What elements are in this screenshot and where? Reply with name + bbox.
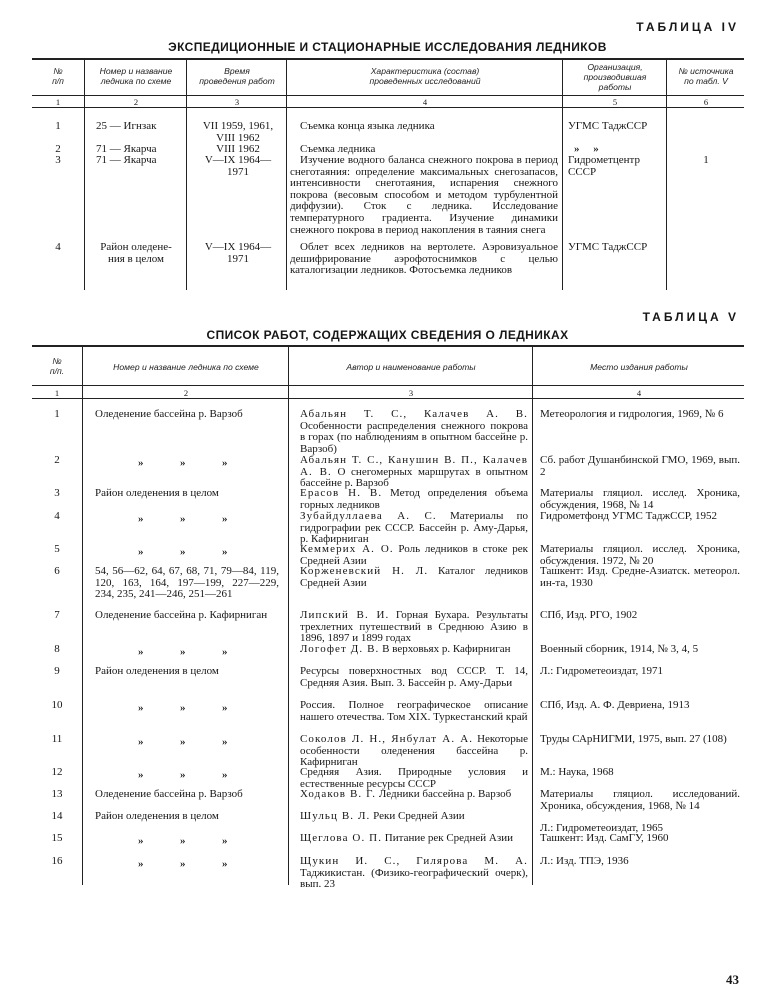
table5-title: СПИСОК РАБОТ, СОДЕРЖАЩИХ СВЕДЕНИЯ О ЛЕДНИКАХ [206,328,569,342]
t5-row-number: 5 [54,543,60,555]
t5-row-number: 16 [51,855,63,867]
table4-col-divider [186,58,187,290]
t5-row-number: 9 [54,665,60,677]
t5-row-number: 14 [51,810,63,822]
table4-header-cell: Организация, производившая работы [583,62,647,92]
table5-header-cell: № п/п. [49,356,65,376]
t4-glacier: 25 — Игнзак [96,120,157,132]
table4-col-divider [562,58,563,290]
t5-work [300,566,528,589]
t5-row-number: 15 [51,832,63,844]
t5-title: Ресурсы поверхностных вод СССР. Т. 14, Средняя Азия. Вып. 3. Бассейн р. Аму-Дарьи [300,665,528,689]
t5-ditto: » [222,457,228,469]
t5-author: Липский В. И. [300,609,390,621]
table5-col-number: 3 [408,388,414,398]
t5-row-number: 6 [54,565,60,577]
t5-title: Особенности распределения снежного покрова в горах (по наблюдениям в опытном бассейне р. Варзоб) [300,419,528,455]
t5-place: Ташкент: Изд. СамГУ, 1960 [540,832,669,844]
table4-title: ЭКСПЕДИЦИОННЫЕ И СТАЦИОНАРНЫЕ ИССЛЕДОВАНИЯ ЛЕДНИКОВ [168,40,607,54]
t5-author: Логофет Д. В. [300,643,380,655]
t5-title: Питание рек Средней Азии [382,832,513,844]
table4-col-divider [666,58,667,290]
t5-title: Некоторые особенности оледенения бассейна р. Кафирниган [300,733,528,769]
t5-author: Щукин И. С., Гилярова М. А. [300,855,528,867]
t5-ditto: » [222,835,228,847]
t5-ditto: » [180,702,186,714]
t5-title: Ледники бассейна р. Варзоб [376,788,512,800]
t5-glacier: Район оледенения в целом [95,810,219,822]
table4-colnum-rule [32,107,744,108]
t4-row-number: 4 [55,241,61,253]
t4-glacier: Район оледене- ния в целом [100,241,172,265]
t5-ditto: » [222,546,228,558]
table4-col-number: 4 [422,97,428,107]
t5-work [300,856,528,891]
t4-time: V—IX 1964— 1971 [204,154,272,178]
table4-col-divider [84,58,85,290]
t5-ditto: » [180,457,186,469]
t5-ditto: » [138,546,144,558]
t5-author: Щеглова О. П. [300,832,383,844]
t5-place: М.: Наука, 1968 [540,766,614,778]
t5-row-number: 13 [51,788,63,800]
t5-ditto: » [180,769,186,781]
t5-ditto: » [138,646,144,658]
t5-title: Каталог ледников Средней Азии [300,565,528,589]
table4-col-divider [286,58,287,290]
t5-ditto: » [180,736,186,748]
t5-place: Л.: Изд. ТПЭ, 1936 [540,855,629,867]
t4-organization-ditto: » » [574,143,599,155]
t5-work [300,734,528,769]
t4-description: Облет всех ледников на вертолете. Аэровизуальное дешифрирование аэрофотоснимков с целью каталогизации ледников. Фотосъемка ледников [290,241,558,277]
t5-title: О снегомерных маршрутах в опытном бассейне р. Варзоб [300,465,529,490]
table5-header-cell: Номер и название ледника по схеме [113,362,259,372]
table4-col-number: 5 [612,97,618,107]
table4-header-cell: № п/п [52,66,64,86]
t5-glacier: Оледенение бассейна р. Варзоб [95,408,243,420]
t5-glacier: Оледенение бассейна р. Варзоб [95,788,243,800]
t5-ditto: » [138,769,144,781]
t5-ditto: » [222,736,228,748]
t5-row-number: 1 [54,408,60,420]
t5-ditto: » [138,513,144,525]
t5-author: Ходаков В. Г. [300,788,377,800]
table4-col-number: 2 [133,97,139,107]
t5-work [300,833,528,845]
table5-top-rule [32,345,744,347]
table5-col-number: 4 [636,388,642,398]
t5-ditto: » [138,736,144,748]
t5-work [300,488,528,511]
t5-row-number: 12 [51,766,63,778]
t4-glacier: 71 — Якарча [96,154,157,166]
table4-col-number: 1 [55,97,61,107]
t5-title: Материалы по гидрографии рек СССР. Бассейн р. Аму-Дарья, р. Кафирниган [300,510,528,546]
table4-col-number: 3 [234,97,240,107]
table4-header-cell: № источника по табл. V [678,66,734,86]
table4-header-cell: Характеристика (состав) проведенных исследований [369,66,481,86]
t5-row-number: 2 [54,454,60,466]
t5-place: Сб. работ Душанбинской ГМО, 1969, вып. 2 [540,454,740,478]
t5-ditto: » [222,646,228,658]
t5-place: Гидрометфонд УГМС ТаджССР, 1952 [540,510,718,522]
t5-ditto: » [180,646,186,658]
table5-col-number: 2 [183,388,189,398]
t5-place: СПб, Изд. А. Ф. Девриена, 1913 [540,699,690,711]
table4-top-rule [32,58,744,60]
t5-ditto: » [138,702,144,714]
table5-header-rule [32,385,744,386]
t5-place: Л.: Гидрометеоиздат, 1965 [540,822,663,834]
t5-work [300,811,528,823]
t5-author: Шульц В. Л. [300,810,371,822]
t5-work [300,767,528,790]
t5-title: Метод определения объема горных ледников [300,487,528,511]
t5-row-number: 4 [54,510,60,522]
table5-header-cell: Место издания работы [590,362,688,372]
t5-ditto: » [180,513,186,525]
t5-ditto: » [222,702,228,714]
t5-author: Корженевский Н. Л. [300,565,429,577]
t4-description: Изучение водного баланса снежного покрова в период снеготаяния: определение максимальных снегозапасов, интенсивности снеготаяния, испарения снежного покрова (весовым способом и методом турбулентной диффузии). Сток с ледника. Исследование температурного градиента. Изучение динамики снежного покрова в период накопления в таяния снега [290,154,558,236]
t4-row-number: 1 [55,120,61,132]
t5-title: Россия. Полное географическое описание нашего отечества. Том XIX. Туркестанский край [300,699,528,723]
t4-time: V—IX 1964— 1971 [204,241,272,265]
t4-organization: УГМС ТаджССР [568,241,648,253]
table5-col-divider [288,345,289,885]
table5-col-divider [532,345,533,885]
t5-work [300,700,528,723]
t5-ditto: » [180,858,186,870]
t5-ditto: » [180,546,186,558]
t4-row-number: 3 [55,154,61,166]
t5-author: Абальян Т. С., Калачев А. В. [300,408,528,420]
t5-author: Соколов Л. Н., Янбулат А. А. [300,733,474,745]
table5-header-cell: Автор и наименование работы [346,362,476,372]
table4-col-number: 6 [703,97,709,107]
t5-glacier: Район оледенения в целом [95,665,219,677]
t5-glacier: Район оледенения в целом [95,487,219,499]
t5-place: Материалы гляциол. исслед. Хроника, обсуждения, 1968, № 14 [540,487,740,511]
t5-work [300,455,528,490]
t5-title: Реки Средней Азии [370,810,465,822]
t5-place: Материалы гляциол. исслед. Хроника, обсуждения. 1972, № 20 [540,543,740,567]
t5-work [300,409,528,455]
table4-label: ТАБЛИЦА IV [636,20,739,34]
t5-glacier: 54, 56—62, 64, 67, 68, 71, 79—84, 119, 120, 163, 164, 197—199, 227—229, 234, 235, 241—246, 251—261 [95,565,279,601]
t5-place: Военный сборник, 1914, № 3, 4, 5 [540,643,699,655]
t5-title: Роль ледников в стоке рек Средней Азии [300,543,528,567]
table4-header-cell: Время проведения работ [199,66,275,86]
t5-row-number: 8 [54,643,60,655]
t5-title: В верховьях р. Кафирниган [379,643,511,655]
t5-row-number: 11 [51,733,63,745]
t5-author: Зубайдуллаева А. С. [300,510,437,522]
t4-row-number: 2 [55,143,61,155]
t5-place: Ташкент: Изд. Средне-Азиатск. метеорол. ин-та, 1930 [540,565,740,589]
t5-ditto: » [222,513,228,525]
t4-time: VII 1959, 1961, VIII 1962 [202,120,274,144]
table5-colnum-rule [32,398,744,399]
t4-time: VIII 1962 [216,143,260,155]
t5-glacier: Оледенение бассейна р. Кафирниган [95,609,268,621]
t4-glacier: 71 — Якарча [96,143,157,155]
t5-place: Метеорология и гидрология, 1969, № 6 [540,408,724,420]
t4-organization: Гидрометцентр СССР [568,154,640,178]
t5-place: Л.: Гидрометеоиздат, 1971 [540,665,663,677]
t5-author: Кеммерих А. О. [300,543,394,555]
table4-header-cell: Номер и название ледника по схеме [99,66,173,86]
table5-col-number: 1 [54,388,60,398]
t5-ditto: » [138,457,144,469]
t5-work [300,644,528,656]
t5-ditto: » [222,769,228,781]
table5-col-divider [82,345,83,885]
table4-header-rule [32,95,744,96]
t5-title: Горная Бухара. Результаты трехлетних путешествий в Среднюю Азию в 1896, 1897 и 1899 годах [300,609,528,645]
t5-ditto: » [138,858,144,870]
t5-ditto: » [180,835,186,847]
t4-description: Съемка конца языка ледника [300,120,435,132]
t5-place: Труды САрНИГМИ, 1975, вып. 27 (108) [540,733,727,745]
t5-work [300,610,528,645]
t5-row-number: 7 [54,609,60,621]
t5-work [300,789,528,801]
t5-row-number: 10 [51,699,63,711]
page-number: 43 [726,972,739,987]
t5-work [300,666,528,689]
t5-ditto: » [222,858,228,870]
t5-place: Материалы гляциол. исследований. Хроника, обсуждения, 1968, № 14 [540,788,740,812]
t5-title: Средняя Азия. Природные условия и естественные ресурсы СССР [300,766,528,790]
t4-description: Съемка ледника [300,143,376,155]
t4-source: 1 [703,154,709,166]
t5-title: Таджикистан. (Физико-географический очерк), вып. 23 [300,866,528,891]
t4-organization: УГМС ТаджССР [568,120,648,132]
table5-label: ТАБЛИЦА V [642,310,739,324]
t5-work [300,511,528,546]
t5-place: СПб, Изд. РГО, 1902 [540,609,638,621]
t5-work [300,544,528,567]
t5-ditto: » [138,835,144,847]
t5-row-number: 3 [54,487,60,499]
t5-author: Ерасов Н. В. [300,487,383,499]
t5-author: Абальян Т. С., Канушин В. П., Калачев А. В. [300,454,528,478]
